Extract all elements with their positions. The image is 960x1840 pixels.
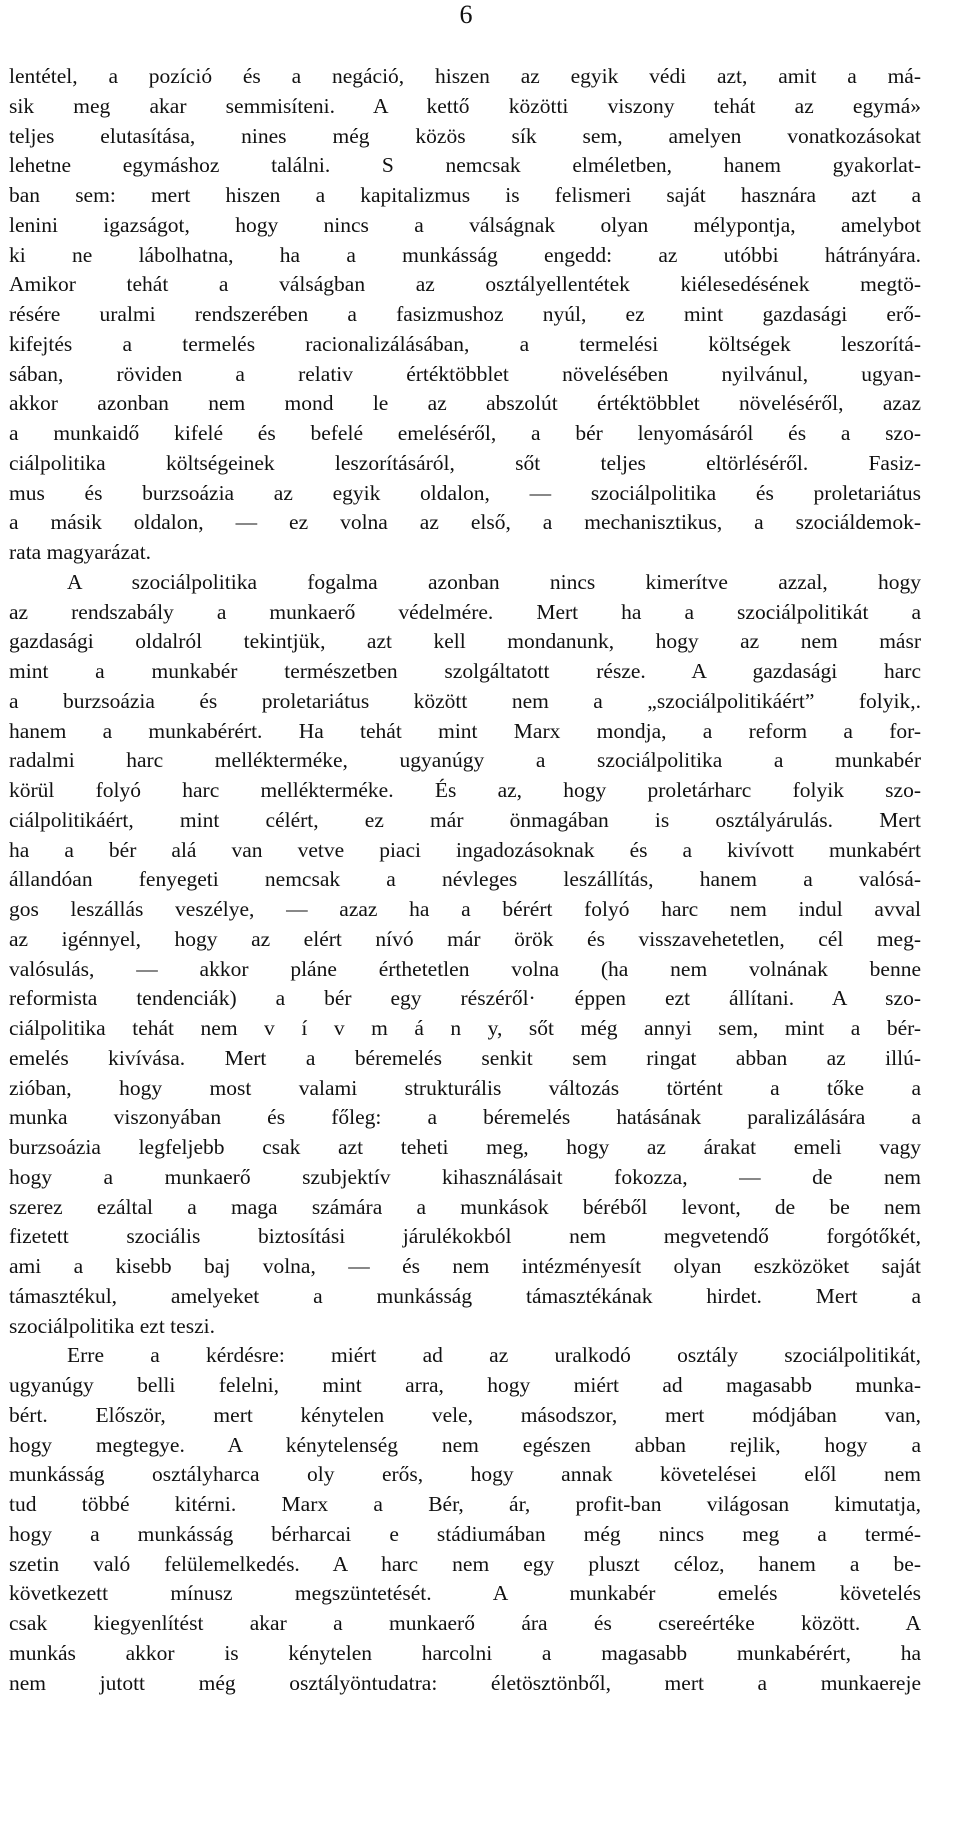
text-line: támasztékul, amelyeket a munkásság támasztékának hirdet. Mert a xyxy=(9,1283,921,1308)
body-text xyxy=(9,62,921,1698)
text-line: következett mínusz megszüntetését. A munkabér emelés követelés xyxy=(9,1581,921,1606)
text-line: az rendszabály a munkaerő védelmére. Mert ha a szociálpolitikát a xyxy=(9,599,921,624)
text-line: csak kiegyenlítést akar a munkaerő ára és csereértéke között. A xyxy=(9,1611,921,1635)
text-line: ban sem: mert hiszen a kapitalizmus is felismeri saját hasznára azt a xyxy=(9,183,921,207)
text-line: burzsoázia legfeljebb csak azt teheti meg, hogy az árakat emeli vagy xyxy=(9,1135,921,1159)
text-line: rata magyarázat. xyxy=(9,540,152,564)
text-line: gazdasági oldalról tekintjük, azt kell mondanunk, hogy az nem másr xyxy=(9,629,921,654)
text-line: A szociálpolitika fogalma azonban nincs kimerítve azzal, hogy xyxy=(67,569,921,594)
text-line: radalmi harc mellékterméke, ugyanúgy a szociálpolitika a munkabér xyxy=(9,748,921,773)
text-line: zióban, hogy most valami strukturális változás történt a tőke a xyxy=(9,1075,921,1100)
text-line: hogy a munkaerő szubjektív kihasználásait fokozza, — de nem xyxy=(9,1164,921,1189)
text-line: hogy megtegye. A kénytelenség nem egészen abban rejlik, hogy a xyxy=(9,1432,921,1457)
text-line: Amikor tehát a válságban az osztályellentétek kiélesedésének megtö- xyxy=(9,272,921,297)
text-line: kifejtés a termelés racionalizálásában, a termelési költségek leszorítá- xyxy=(9,331,921,356)
text-line: valósulás, — akkor pláne érthetetlen volna (ha nem volnának benne xyxy=(9,956,921,981)
text-line: Erre a kérdésre: miért ad az uralkodó osztály szociálpolitikát, xyxy=(67,1343,921,1368)
text-line: mint a munkabér természetben szolgáltatott része. A gazdasági harc xyxy=(9,659,921,683)
text-line: tud többé kitérni. Marx a Bér, ár, profit-ban világosan kimutatja, xyxy=(9,1492,921,1516)
text-line: munkás akkor is kénytelen harcolni a magasabb munkabérért, ha xyxy=(9,1640,921,1665)
text-line: munka viszonyában és főleg: a béremelés hatásának paralizálására a xyxy=(9,1105,921,1130)
text-line: a burzsoázia és proletariátus között nem a „szociálpolitikáért” folyik,. xyxy=(9,688,921,713)
text-line: ciálpolitika költségeinek leszorításáról, sőt teljes eltörléséről. Fasiz- xyxy=(9,450,921,475)
text-line: bért. Először, mert kénytelen vele, másodszor, mert módjában van, xyxy=(9,1402,921,1427)
text-line: a másik oldalon, — ez volna az első, a mechanisztikus, a szociáldemok- xyxy=(9,510,921,535)
text-line: szerez ezáltal a maga számára a munkások béréből levont, de be nem xyxy=(9,1194,921,1219)
text-line: gos leszállás veszélye, — azaz ha a bérért folyó harc nem indul avval xyxy=(9,897,921,921)
text-line: a munkaidő kifelé és befelé emeléséről, a bér lenyomásáról és a szo- xyxy=(9,421,921,445)
text-line: teljes elutasítása, nines még közös sík sem, amelyen vonatkozásokat xyxy=(9,123,921,148)
text-line: körül folyó harc mellékterméke. És az, hogy proletárharc folyik szo- xyxy=(9,778,921,802)
text-line: reformista tendenciák) a bér egy részéről· éppen ezt állítani. A szo- xyxy=(9,986,921,1011)
text-line: ki ne lábolhatna, ha a munkásság engedd: az utóbbi hátrányára. xyxy=(9,242,921,267)
text-line: lentétel, a pozíció és a negáció, hiszen az egyik védi azt, amit a má- xyxy=(9,64,921,88)
text-line: hanem a munkabérért. Ha tehát mint Marx mondja, a reform a for- xyxy=(9,718,921,743)
text-line: szociálpolitika ezt teszi. xyxy=(9,1313,215,1338)
text-line: mus és burzsoázia az egyik oldalon, — szociálpolitika és proletariátus xyxy=(9,480,921,505)
text-line: ha a bér alá van vetve piaci ingadozásoknak és a kivívott munkabért xyxy=(9,837,921,862)
text-line: ciálpolitikáért, mint célért, ez már önmagában is osztályárulás. Mert xyxy=(9,807,921,832)
text-line: ciálpolitika tehát nem v í v m á n y, sőt még annyi sem, mint a bér- xyxy=(9,1016,921,1040)
text-line: nem jutott még osztályöntudatra: életösztönből, mert a munkaereje xyxy=(9,1670,921,1695)
text-line: sában, röviden a relativ értéktöbblet növelésében nyilvánul, ugyan- xyxy=(9,361,921,386)
text-line: sik meg akar semmisíteni. A kettő közötti viszony tehát az egymá» xyxy=(9,93,921,118)
text-line: munkásság osztályharca oly erős, hogy annak követelései elől nem xyxy=(9,1462,921,1487)
text-line: lehetne egymáshoz találni. S nemcsak elméletben, hanem gyakorlat- xyxy=(9,153,921,178)
text-line: ami a kisebb baj volna, — és nem intézményesít olyan eszközöket saját xyxy=(9,1254,921,1278)
text-line: hogy a munkásság bérharcai e stádiumában még nincs meg a termé- xyxy=(9,1521,921,1546)
text-line: akkor azonban nem mond le az abszolút értéktöbblet növeléséről, azaz xyxy=(9,391,921,416)
page-number: 6 xyxy=(459,0,473,29)
text-line: az igénnyel, hogy az elért nívó már örök és visszavehetetlen, cél meg- xyxy=(9,926,921,951)
text-line: ugyanúgy belli felelni, mint arra, hogy miért ad magasabb munka- xyxy=(9,1373,921,1397)
text-line: szetin való felülemelkedés. A harc nem egy pluszt céloz, hanem a be- xyxy=(9,1551,921,1576)
text-line: lenini igazságot, hogy nincs a válságnak olyan mélypontja, amelybot xyxy=(9,212,921,237)
text-line: állandóan fenyegeti nemcsak a névleges leszállítás, hanem a valósá- xyxy=(9,867,921,892)
text-line: résére uralmi rendszerében a fasizmushoz nyúl, ez mint gazdasági erő- xyxy=(9,302,921,326)
text-line: emelés kivívása. Mert a béremelés senkit sem ringat abban az illú- xyxy=(9,1045,921,1070)
text-line: fizetett szociális biztosítási járulékokból nem megvetendő forgótőkét, xyxy=(9,1224,921,1249)
